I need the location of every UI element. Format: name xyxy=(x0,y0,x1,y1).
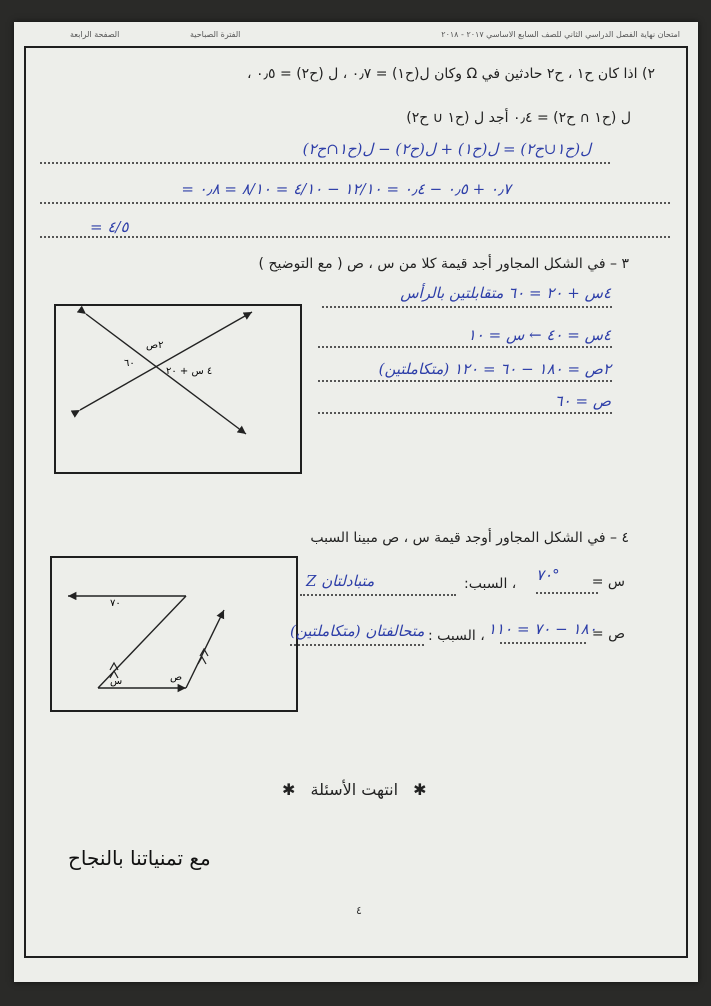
q4-x-reason-label: ، السبب: xyxy=(464,576,517,592)
q3-x-label: ٤ س + ٢٠ xyxy=(166,366,213,377)
q4-y-value: ١٨٠ − ٧٠ = ١١٠ xyxy=(488,620,597,638)
page-header xyxy=(40,30,680,44)
answer-line xyxy=(318,380,612,382)
q4-x-label: س xyxy=(110,676,123,687)
star-icon: ✱ xyxy=(282,780,296,799)
star-icon: ✱ xyxy=(413,780,427,799)
answer-line xyxy=(300,594,456,596)
answer-line xyxy=(40,162,610,164)
answer-line xyxy=(40,202,670,204)
answer-line xyxy=(290,644,424,646)
parallel-lines-diagram xyxy=(52,558,296,710)
answer-line xyxy=(536,592,598,594)
answer-line xyxy=(322,306,612,308)
answer-line xyxy=(40,236,670,238)
q3-answer1: ٤س + ٢٠ = ٦٠ متقابلتين بالرأس xyxy=(400,284,611,302)
q3-angle-label: ٦٠ xyxy=(124,358,135,369)
q4-y-label: ص xyxy=(170,672,183,683)
q4-angle-label: ٧٠ xyxy=(110,598,121,609)
q4-x-prefix: س = xyxy=(591,574,625,590)
q3-prompt: ٣ – في الشكل المجاور أجد قيمة كلا من س ، ص ( مع التوضيح ) xyxy=(258,256,629,272)
q4-prompt: ٤ – في الشكل المجاور أوجد قيمة س ، ص مبينا السبب xyxy=(310,530,629,546)
q4-y-prefix: ص = xyxy=(591,626,625,642)
q4-y-reason-label: ، السبب : xyxy=(428,628,485,644)
q2-line2: ل (ح١ ∩ ح٢) = ٠٫٤ أجد ل (ح١ ∪ ح٢) xyxy=(406,110,631,126)
answer-line xyxy=(318,346,612,348)
answer-line xyxy=(500,642,586,644)
q3-answer4: ص = ٦٠ xyxy=(554,392,611,410)
q2-answer1: ل(ح١∪ح٢) = ل(ح١) + ل(ح٢) − ل(ح١∩ح٢) xyxy=(302,140,591,158)
page-number: ٤ xyxy=(356,904,362,917)
q4-y-reason: متحالفتان (متكاملتين) xyxy=(290,622,425,640)
q2-answer2: = ٠٫٧ + ٠٫٥ − ٠٫٤ = ١٢/١٠ − ٤/١٠ = ٨/١٠ = ٠٫٨ xyxy=(181,180,511,198)
q4-x-reason: متبادلتان Z xyxy=(306,572,375,590)
exam-period: الفترة الصباحية xyxy=(190,30,241,39)
answer-line xyxy=(318,412,612,414)
q4-figure xyxy=(50,556,298,712)
q3-y-label: ٢ص xyxy=(146,340,164,351)
end-of-questions xyxy=(282,780,427,799)
q2-answer3: = ٤/٥ xyxy=(90,218,129,236)
q3-answer3: ٢ص = ١٨٠ − ٦٠ = ١٢٠ (متكاملتين) xyxy=(378,360,611,378)
good-luck-message: مع تمنياتنا بالنجاح xyxy=(68,846,211,870)
q2-line1: ٢) اذا كان ح١ ، ح٢ حادثين في Ω وكان ل(ح١) = ٠٫٧ ، ل (ح٢) = ٠٫٥ ، xyxy=(247,66,655,82)
end-text: انتهت الأسئلة xyxy=(310,780,399,799)
q4-x-value: ٧٠° xyxy=(536,566,560,584)
page-label: الصفحة الرابعة xyxy=(70,30,120,39)
q3-figure xyxy=(54,304,302,474)
exam-title: امتحان نهاية الفصل الدراسي الثاني للصف السابع الاساسي ٢٠١٧ - ٢٠١٨ xyxy=(441,30,680,39)
intersecting-lines-diagram xyxy=(56,306,300,472)
q3-answer2: ٤س = ٤٠ ← س = ١٠ xyxy=(467,326,611,344)
